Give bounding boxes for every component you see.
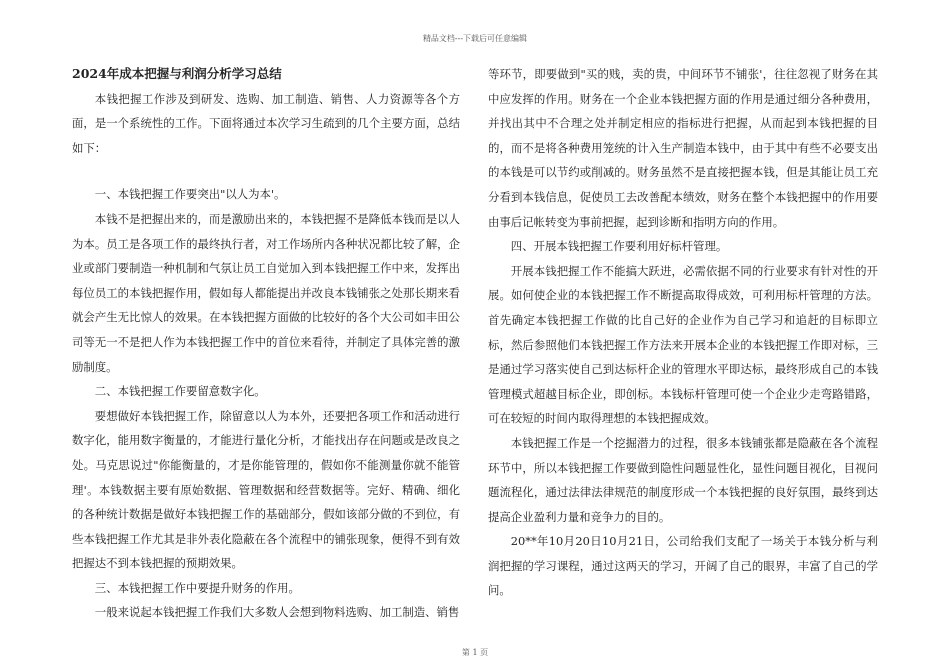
section-3-body-continued: 等环节，即要做到"买的贱，卖的贵，中间环节不铺张'，往往忽视了财务在其中应发挥的作用。财务在一个企业本钱把握方面的作用是通过细分各种费用，并找出其中不合理之处并制定相应的指标进行把握，从而起到本钱把握的目的，而不是将各种费用笼统的计入生产制造本钱中，由于其中有些不必要支出的本钱是可以节约或削减的。财务虽然不是直接把握本钱，但是其能让员工充分看到本钱信息，促使员工去改善配本绩效，财务在整个本钱把握中的作用要由事后记帐转变为事前把握，起到诊断和指明方向的作用。 bbox=[488, 67, 878, 229]
section-3-heading: 三、本钱把握工作中要提升财务的作用。 bbox=[94, 580, 300, 595]
paragraph-gap bbox=[72, 160, 460, 182]
section-2-heading: 二、本钱把握工作要留意数字化。 bbox=[94, 384, 266, 399]
intro-paragraph: 本钱把握工作涉及到研发、选购、加工制造、销售、人力资源等各个方面，是一个系统性的工作。下面将通过本次学习生疏到的几个主要方面，总结如下： bbox=[72, 91, 460, 155]
page-header: 精品文档---下载后可任意编辑 bbox=[422, 34, 528, 43]
section-3-body-start: 一般来说起本钱把握工作我们大多数人会想到物料选购、加工制造、销售 bbox=[94, 605, 460, 620]
right-column bbox=[488, 62, 878, 603]
section-1-body: 本钱不是把握出来的，而是激励出来的，本钱把握不是降低本钱而是以人为本。员工是各项工作的最终执行者，对工作场所内各种状况都比较了解，企业或部门要制造一种机制和气氛让员工自觉加入到本钱把握工作中来，发挥出每位员工的本钱把握作用，假如每人都能提出并改良本钱铺张之处那长期来看就会产生无比惊人的效果。在本钱把握方面做的比较好的各个大公司如丰田公司等无一不是把人作为本钱把握工作中的首位来看待，并制定了具体完善的激励制度。 bbox=[72, 211, 460, 374]
document-title: 2024年成本把握与利润分析学习总结 bbox=[72, 66, 282, 81]
process-paragraph: 本钱把握工作是一个挖掘潜力的过程，很多本钱铺张都是隐蔽在各个流程环节中，所以本钱把握工作要做到隐性问题显性化，显性问题目视化，目视问题流程化，通过法律法律规范的制度形成一个本钱把握的良好氛围，最终到达提高企业盈利力量和竞争力的目的。 bbox=[488, 435, 878, 524]
section-4-heading: 四、开展本钱把握工作要利用好标杆管理。 bbox=[510, 239, 728, 254]
section-2-body: 要想做好本钱把握工作，除留意以人为本外，还要把各项工作和活动进行数字化，能用数字衡量的，才能进行量化分析，才能找出存在问题或是改良之处。马克思说过"你能衡量的，才是你能管理的，假如你不能测量你就不能管理'。本钱数据主要有原始数据、管理数据和经营数据等。完好、精确、细化的各种统计数据是做好本钱把握工作的基础部分，假如该部分做的不到位，有些本钱把握工作尤其是非外表化隐蔽在各个流程中的铺张现象，便得不到有效把握达不到本钱把握的预期效果。 bbox=[72, 408, 460, 571]
left-column bbox=[72, 62, 460, 625]
section-1-heading: 一、本钱把握工作要突出"以人为本'。 bbox=[94, 187, 286, 202]
page-number: 第 1 页 bbox=[461, 648, 489, 657]
section-4-body: 开展本钱把握工作不能搞大跃进，必需依据不同的行业要求有针对性的开展。如何使企业的本钱把握工作不断提高取得成效，可利用标杆管理的方法。首先确定本钱把握工作做的比自己好的企业作为自己学习和追赶的目标即立标，然后参照他们本钱把握工作方法来开展本企业的本钱把握工作即对标，三是通过学习落实使自己到达标杆企业的管理水平即达标，最终形成自己的本钱管理模式超越目标企业，即创标。本钱标杆管理可使一个企业少走弯路错路，可在较短的时间内取得理想的本钱把握成效。 bbox=[488, 263, 878, 426]
course-paragraph: 20**年10月20日10月21日，公司给我们支配了一场关于本钱分析与利润把握的学习课程，通过这两天的学习，开阔了自己的眼界，丰富了自己的学问。 bbox=[488, 534, 878, 598]
